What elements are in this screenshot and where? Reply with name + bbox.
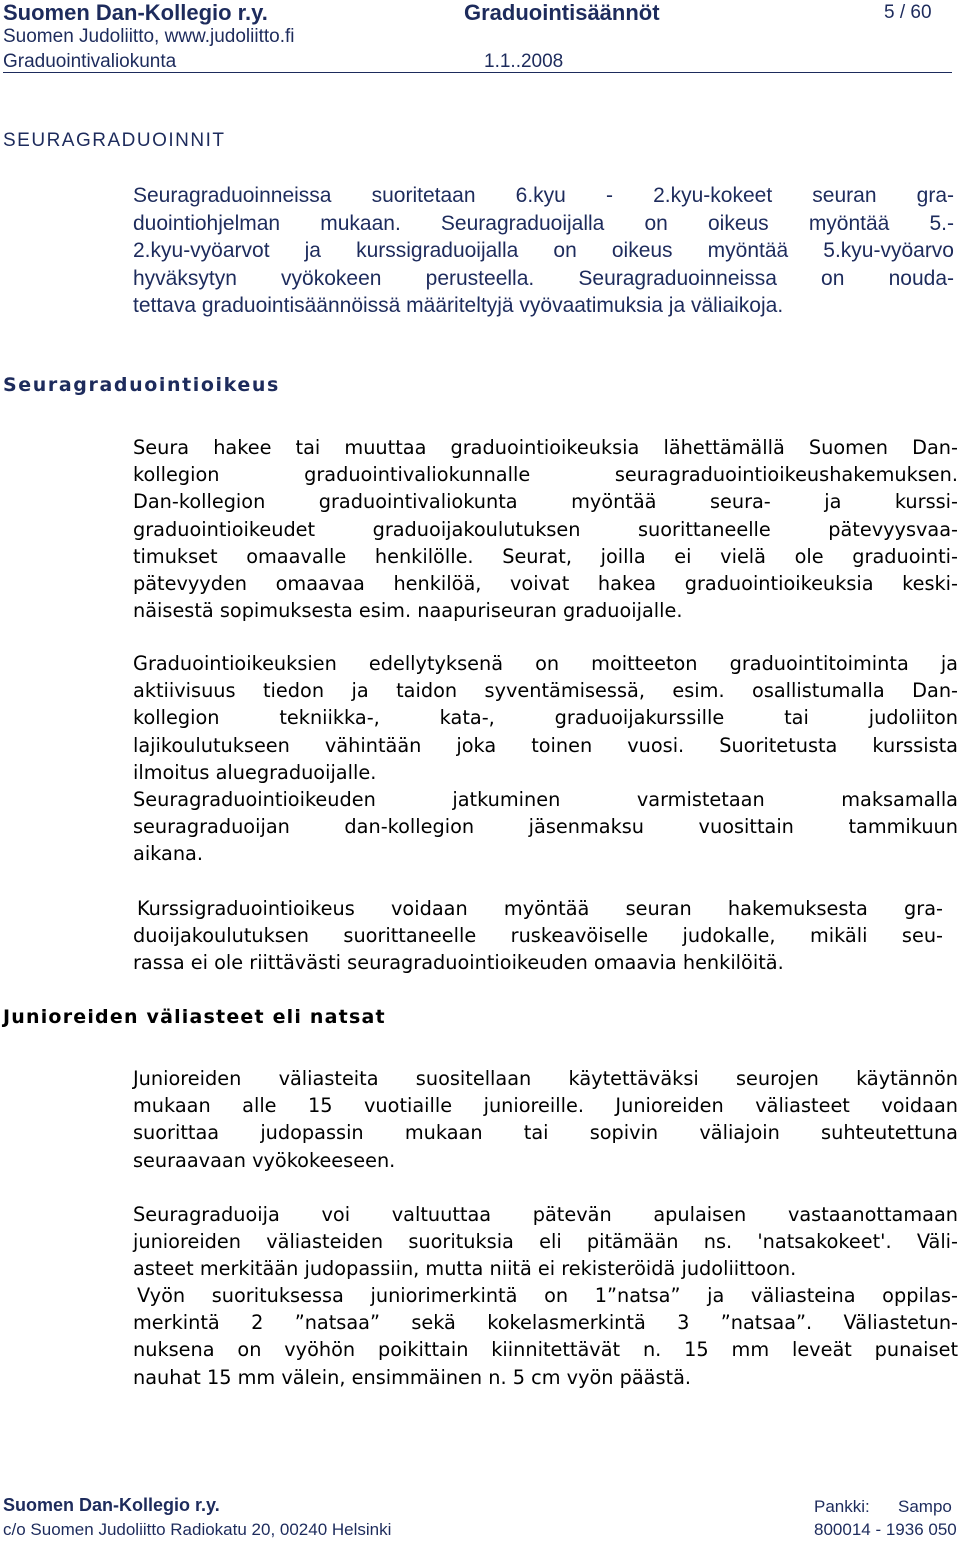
text-line: näisestä sopimuksesta esim. naapuriseuran graduoijalle. [133, 599, 683, 623]
text-line: Graduointioikeuksien edellytyksenä on moitteeton graduointitoiminta ja [133, 652, 958, 675]
footer-bank-label: Pankki: [814, 1497, 870, 1516]
text-line: seuragraduoijan dan-kollegion jäsenmaksu vuosittain tammikuun [133, 815, 958, 839]
text-line: Seuragraduointioikeuden jatkuminen varmistetaan maksamalla [133, 788, 958, 811]
footer-bank-name: Sampo [898, 1497, 952, 1516]
seuragraduointioikeus-paragraph-1 [133, 434, 958, 624]
text-line: merkintä 2 ”natsaa” sekä kokelasmerkintä 3 ”natsaa”. Väliastetun- [133, 1311, 958, 1335]
text-line: aikana. [133, 842, 203, 866]
text-line: rassa ei ole riittävästi seuragraduointioikeuden omaavia henkilöitä. [133, 951, 784, 975]
footer-org: Suomen Dan-Kollegio r.y. [3, 1495, 220, 1515]
text-line: asteet merkitään judopassiin, mutta niitä ei rekisteröidä judoliittoon. [133, 1257, 797, 1281]
text-line: aktiivisuus tiedon ja taidon syventämisessä, esim. osallistumalla Dan- [133, 679, 958, 703]
header-committee: Graduointivaliokunta [3, 51, 177, 72]
text-line: tettava graduointisäännöissä määriteltyjä vyövaatimuksia ja väliaikoja. [133, 294, 784, 317]
section-title-seuragraduoinnit: SEURAGRADUOINNIT [3, 130, 226, 151]
section-title-juniorit: Junioreiden väliasteet eli natsat [3, 1006, 386, 1028]
text-line: duoijakoulutuksen suorittaneelle ruskeavöiselle judokalle, mikäli seu- [133, 924, 943, 948]
header-date: 1.1..2008 [484, 51, 564, 72]
text-line: suorittaa judopassin mukaan tai sopivin väliajoin suhteutettuna [133, 1121, 958, 1145]
text-line: lajikoulutukseen vähintään joka toinen vuosi. Suoritetusta kurssista [133, 733, 958, 757]
seuragraduointioikeus-paragraph-3 [133, 786, 958, 868]
header-org: Suomen Dan-Kollegio r.y. [3, 0, 268, 25]
text-line: Kurssigraduointioikeus voidaan myöntää seuran hakemuksesta gra- [137, 897, 943, 920]
header-rule [3, 72, 952, 73]
text-line: hyväksytyn vyökokeen perusteella. Seuragraduoinneissa on nouda- [133, 266, 954, 290]
footer-account: 800014 - 1936 050 [814, 1520, 957, 1539]
seuragraduointioikeus-paragraph-4 [133, 895, 943, 977]
text-line: graduointioikeudet graduoijakoulutuksen suorittaneelle pätevyysvaa- [133, 517, 958, 541]
text-line: pätevyyden omaavaa henkilöä, voivat hakea graduointioikeuksia keski- [133, 572, 958, 596]
seuragraduoinnit-paragraph [133, 182, 954, 320]
text-line: nauhat 15 mm välein, ensimmäinen n. 5 cm vyön päästä. [133, 1365, 692, 1389]
text-line: ilmoitus aluegraduoijalle. [133, 760, 377, 784]
text-line: 2.kyu-vyöarvot ja kurssigraduoijalla on oikeus myöntää 5.kyu-vyöarvo [133, 239, 954, 262]
seuragraduointioikeus-paragraph-2 [133, 650, 958, 786]
text-line: mukaan alle 15 vuotiaille junioreille. Junioreiden väliasteet voidaan [133, 1094, 958, 1118]
text-line: Seuragraduoija voi valtuuttaa pätevän apulaisen vastaanottamaan [133, 1203, 958, 1226]
juniorit-paragraph-3 [133, 1282, 958, 1391]
header-subtitle: Suomen Judoliitto, www.judoliitto.fi [3, 26, 295, 47]
section-title-seuragraduointioikeus: Seuragraduointioikeus [3, 374, 280, 396]
header-page-number: 5 / 60 [884, 2, 932, 23]
text-line: kollegion graduointivaliokunnalle seuragraduointioikeushakemuksen. [133, 463, 958, 487]
juniorit-paragraph-1 [133, 1065, 958, 1174]
text-line: Vyön suorituksessa juniorimerkintä on 1”natsa” ja väliasteina oppilas- [137, 1284, 958, 1307]
text-line: timukset omaavalle henkilölle. Seurat, joilla ei vielä ole graduointi- [133, 544, 958, 568]
text-line: seuraavaan vyökokeeseen. [133, 1148, 396, 1172]
text-line: Dan-kollegion graduointivaliokunta myöntää seura- ja kurssi- [133, 490, 958, 514]
text-line: Seuragraduoinneissa suoritetaan 6.kyu - 2.kyu-kokeet seuran gra- [133, 184, 954, 207]
text-line: kollegion tekniikka-, kata-, graduoijakurssille tai judoliiton [133, 706, 958, 730]
text-line: junioreiden väliasteiden suorituksia eli pitämään ns. 'natsakokeet'. Väli- [133, 1230, 958, 1254]
header-doc-title: Graduointisäännöt [464, 0, 660, 25]
text-line: duointiohjelman mukaan. Seuragraduoijalla on oikeus myöntää 5.- [133, 211, 954, 235]
footer-address: c/o Suomen Judoliitto Radiokatu 20, 00240 Helsinki [3, 1520, 392, 1539]
juniorit-paragraph-2 [133, 1201, 958, 1283]
text-line: Seura hakee tai muuttaa graduointioikeuksia lähettämällä Suomen Dan- [133, 436, 958, 459]
text-line: nuksena on vyöhön poikittain kiinnitettävät n. 15 mm leveät punaiset [133, 1338, 958, 1362]
text-line: Junioreiden väliasteita suositellaan käytettäväksi seurojen käytännön [133, 1067, 958, 1090]
